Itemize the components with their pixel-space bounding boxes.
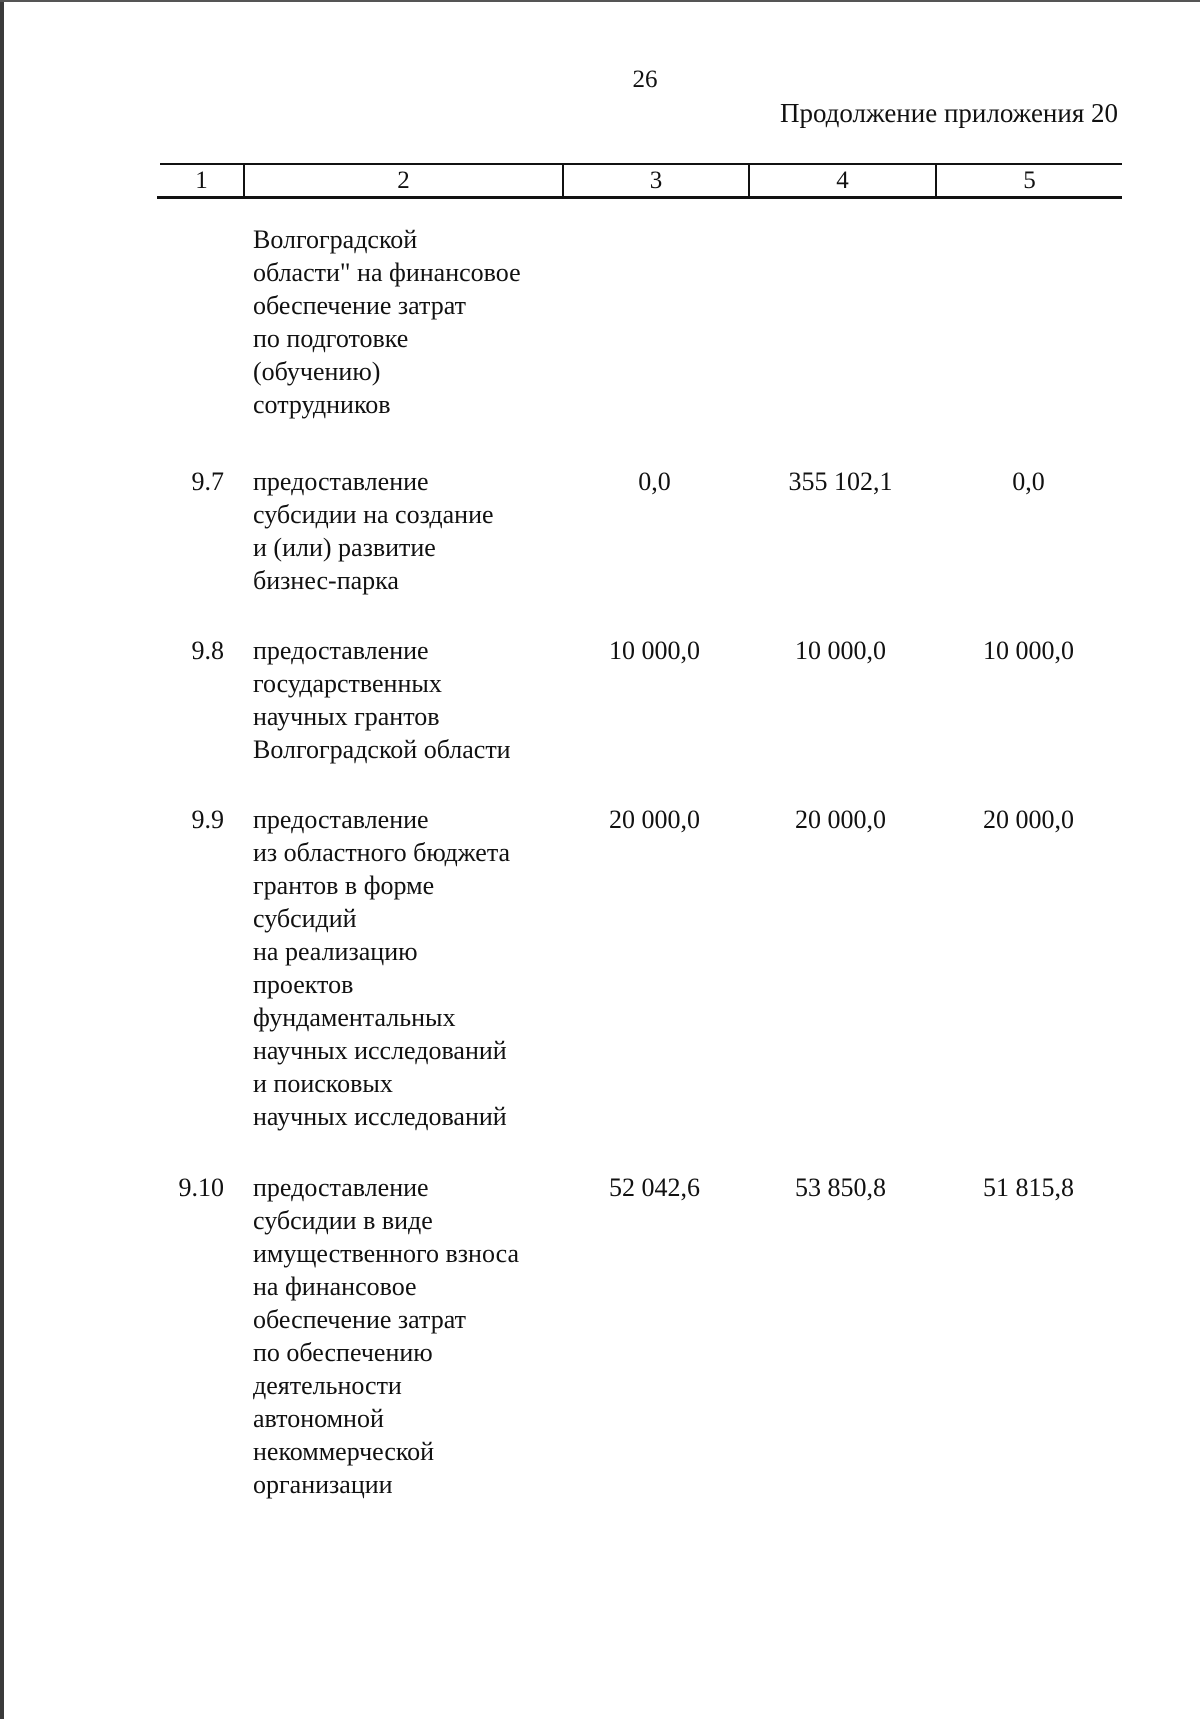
value-col-4: 355 102,1 [788, 467, 893, 496]
description-line: предоставление [253, 805, 429, 834]
value-col-5: 51 815,8 [983, 1173, 1074, 1202]
description-line: грантов в форме [253, 871, 435, 900]
value-col-5: 20 000,0 [983, 805, 1074, 834]
row-description [253, 1171, 573, 1501]
header-bottom-rule [157, 196, 1122, 199]
row-number: 9.7 [191, 467, 224, 496]
description-line: и поисковых [253, 1069, 393, 1098]
description-line: научных грантов [253, 702, 440, 731]
row-number: 9.10 [178, 1173, 224, 1202]
description-line: предоставление [253, 467, 429, 496]
header-col-3: 3 [649, 167, 663, 194]
description-line: субсидий [253, 904, 357, 933]
header-col-2: 2 [397, 167, 410, 194]
description-line: проектов [253, 970, 354, 999]
header-col-4: 4 [836, 167, 849, 194]
description-line: предоставление [253, 1173, 429, 1202]
description-line: области" на финансовое [253, 258, 521, 287]
continuation-heading: Продолжение приложения 20 [779, 98, 1118, 128]
scan-edge-left [0, 0, 4, 1719]
value-col-5: 0,0 [1012, 467, 1045, 496]
description-line: бизнес-парка [253, 566, 399, 595]
header-col-5: 5 [1023, 167, 1036, 194]
row-description [253, 223, 573, 421]
description-line: из областного бюджета [253, 838, 511, 867]
description-line: субсидии в виде [253, 1206, 433, 1235]
description-line: на реализацию [253, 937, 418, 966]
value-col-3: 52 042,6 [609, 1173, 700, 1202]
description-line: Волгоградской [253, 225, 418, 254]
description-line: (обучению) [253, 357, 381, 386]
description-line: субсидии на создание [253, 500, 494, 529]
description-line: некоммерческой [253, 1437, 435, 1466]
description-line: предоставление [253, 636, 429, 665]
description-line: сотрудников [253, 390, 391, 419]
scan-edge-top [0, 0, 1200, 2]
header-top-rule [160, 163, 1122, 165]
header-col-1: 1 [195, 167, 208, 194]
value-col-4: 53 850,8 [795, 1173, 886, 1202]
value-col-3: 20 000,0 [609, 805, 700, 834]
description-line: и (или) развитие [253, 533, 436, 562]
description-line: по подготовке [253, 324, 409, 353]
description-line: деятельности [253, 1371, 402, 1400]
row-number: 9.9 [191, 805, 224, 834]
page-number: 26 [632, 66, 658, 93]
description-line: государственных [253, 669, 442, 698]
description-line: фундаментальных [253, 1003, 456, 1032]
value-col-5: 10 000,0 [983, 636, 1074, 665]
row-description [253, 803, 573, 1133]
description-line: автономной [253, 1404, 384, 1433]
row-description [253, 634, 573, 766]
description-line: обеспечение затрат [253, 291, 466, 320]
description-line: обеспечение затрат [253, 1305, 466, 1334]
value-col-3: 10 000,0 [609, 636, 700, 665]
value-col-3: 0,0 [638, 467, 671, 496]
row-number: 9.8 [191, 636, 224, 665]
description-line: на финансовое [253, 1272, 417, 1301]
description-line: Волгоградской области [253, 735, 511, 764]
value-col-4: 10 000,0 [795, 636, 886, 665]
description-line: организации [253, 1470, 393, 1499]
value-col-4: 20 000,0 [795, 805, 886, 834]
description-line: по обеспечению [253, 1338, 433, 1367]
description-line: имущественного взноса [253, 1239, 519, 1268]
description-line: научных исследований [253, 1102, 507, 1131]
description-line: научных исследований [253, 1036, 507, 1065]
row-description [253, 465, 573, 597]
